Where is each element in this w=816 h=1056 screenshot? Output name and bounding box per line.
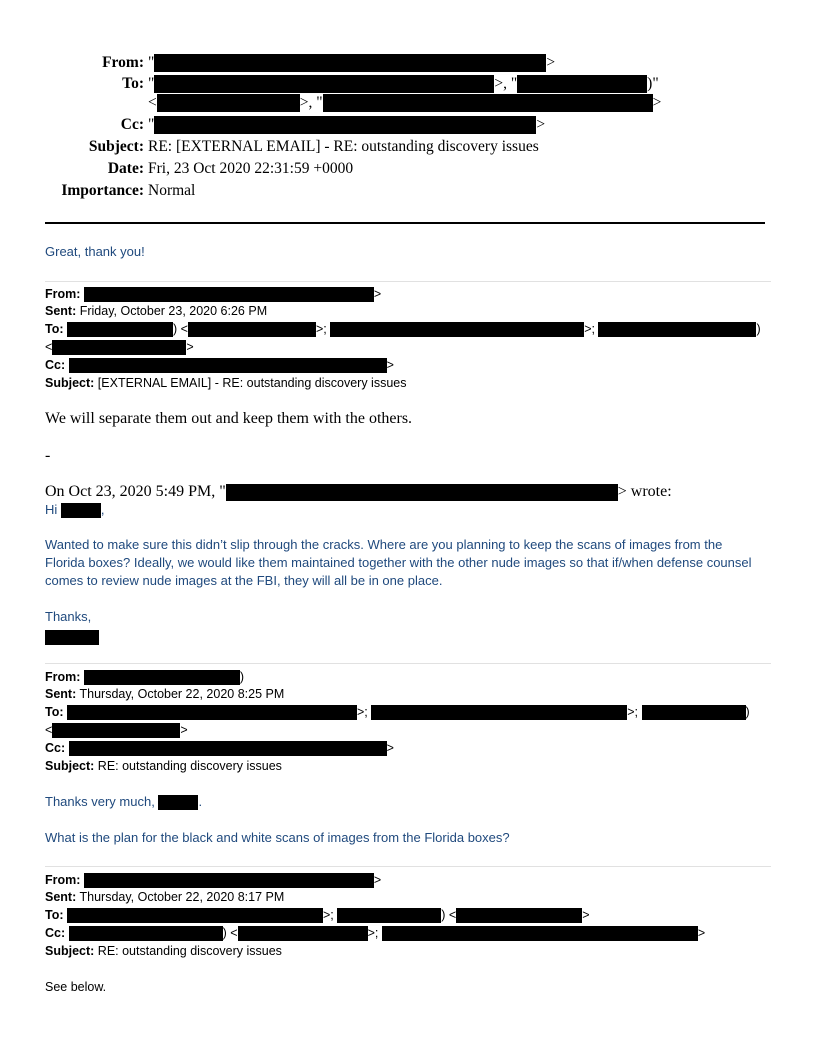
msg2-from-label: From: xyxy=(45,670,81,684)
redaction xyxy=(157,94,300,112)
redaction xyxy=(84,873,374,888)
quote-intro-row xyxy=(45,483,672,501)
msg3-sent-label: Sent: xyxy=(45,890,77,904)
msg1-to-row: To: ) < >; >; ) xyxy=(45,322,761,336)
redaction xyxy=(158,795,198,810)
msg2-subject-label: Subject: xyxy=(45,759,95,773)
redaction xyxy=(45,630,99,645)
msg2-to-row: To: >; >; ) xyxy=(45,705,750,719)
msg1-subject-row xyxy=(45,374,406,392)
message-divider xyxy=(45,866,771,867)
msg3-subject-row xyxy=(45,942,282,960)
redaction xyxy=(598,322,756,337)
header-subject: RE: [EXTERNAL EMAIL] - RE: outstanding discovery issues xyxy=(148,138,539,155)
msg3-subject: RE: outstanding discovery issues xyxy=(97,944,282,958)
msg2-body2: What is the plan for the black and white scans of images from the Florida boxes? xyxy=(45,830,510,845)
header-cc-row: Cc: " > xyxy=(0,114,816,136)
msg3-body: See below. xyxy=(45,980,107,994)
reply-body: Great, thank you! xyxy=(45,244,145,259)
header-from-label: From: xyxy=(102,54,144,71)
redaction xyxy=(238,926,368,941)
redaction xyxy=(67,322,173,337)
msg1-sent-label: Sent: xyxy=(45,304,77,318)
quoted-closing: Thanks, xyxy=(45,609,92,624)
redaction xyxy=(84,287,374,302)
msg1-from-label: From: xyxy=(45,287,81,301)
quoted-body: Wanted to make sure this didn’t slip through the cracks. Where are you planning to keep the scans of images from the Florida boxes? Ideally, we would like them maintained together with the other nude images so that if/when defense counsel comes to review nude images at the FBI, they will all be in one place. xyxy=(45,537,752,588)
msg2-from-row: From: ) xyxy=(45,670,245,684)
msg2-subject: RE: outstanding discovery issues xyxy=(97,759,282,773)
msg1-sent: Friday, October 23, 2020 6:26 PM xyxy=(79,304,268,318)
header-importance-label: Importance: xyxy=(61,182,144,199)
quoted-greeting: Hi xyxy=(45,502,58,517)
redaction xyxy=(67,908,323,923)
redaction xyxy=(154,75,494,93)
msg2-to-row-2: < > xyxy=(45,723,188,737)
redaction xyxy=(188,322,316,337)
msg1-cc-label: Cc: xyxy=(45,358,66,372)
quote-intro: On Oct 23, 2020 5:49 PM, " xyxy=(45,483,226,500)
redaction xyxy=(52,723,180,738)
msg2-subject-row xyxy=(45,757,282,775)
msg3-from-label: From: xyxy=(45,873,81,887)
header-date-label: Date: xyxy=(107,160,144,177)
redaction xyxy=(69,741,387,756)
msg1-to-label: To: xyxy=(45,322,64,336)
header-subject-row xyxy=(0,136,816,158)
header-subject-label: Subject: xyxy=(88,138,144,155)
header-date-row xyxy=(0,158,816,180)
header-cc-label: Cc: xyxy=(120,116,144,133)
msg2-sent-row xyxy=(45,685,284,703)
msg3-sent: Thursday, October 22, 2020 8:17 PM xyxy=(79,890,285,904)
redaction xyxy=(330,322,584,337)
quote-wrote: > wrote: xyxy=(617,483,672,500)
msg2-cc-row: Cc: > xyxy=(45,741,394,755)
msg1-body: We will separate them out and keep them with the others. xyxy=(45,410,413,427)
msg3-to-label: To: xyxy=(45,908,64,922)
msg3-cc-label: Cc: xyxy=(45,926,66,940)
header-to-row: To: " >, " )" xyxy=(0,73,816,95)
msg1-from-row: From: > xyxy=(45,287,382,301)
header-from-row: From: " > xyxy=(0,52,816,74)
redaction xyxy=(323,94,653,112)
redaction xyxy=(154,116,536,134)
msg2-sent-label: Sent: xyxy=(45,687,77,701)
message-divider xyxy=(45,663,771,664)
redaction xyxy=(84,670,240,685)
msg1-cc-row: Cc: > xyxy=(45,358,394,372)
redaction xyxy=(642,705,746,720)
msg1-to-row-2: < > xyxy=(45,340,194,354)
msg3-sent-row xyxy=(45,888,284,906)
header-to-label: To: xyxy=(122,75,144,92)
msg3-subject-label: Subject: xyxy=(45,944,95,958)
header-importance-row xyxy=(0,180,816,202)
msg2-body1-row: Thanks very much, . xyxy=(45,794,203,809)
redaction xyxy=(382,926,698,941)
redaction xyxy=(456,908,582,923)
msg3-to-row: To: >; ) < > xyxy=(45,908,590,922)
msg1-subject-label: Subject: xyxy=(45,376,95,390)
redaction xyxy=(69,926,223,941)
msg2-sent: Thursday, October 22, 2020 8:25 PM xyxy=(79,687,285,701)
redaction xyxy=(371,705,627,720)
redaction xyxy=(337,908,441,923)
redaction xyxy=(69,358,387,373)
redaction xyxy=(517,75,647,93)
redaction xyxy=(52,340,186,355)
msg3-cc-row: Cc: ) < >; > xyxy=(45,926,706,940)
redaction xyxy=(226,484,618,501)
header-importance: Normal xyxy=(148,182,196,199)
msg2-to-label: To: xyxy=(45,705,64,719)
quoted-greeting-row: Hi , xyxy=(45,502,105,517)
msg1-sent-row xyxy=(45,302,267,320)
redaction xyxy=(67,705,357,720)
header-to-row-2: < >, " > xyxy=(148,94,662,111)
msg1-dash: - xyxy=(45,447,51,464)
redaction xyxy=(61,503,101,518)
msg2-body1: Thanks very much, xyxy=(45,794,155,809)
message-divider xyxy=(45,281,771,282)
msg2-cc-label: Cc: xyxy=(45,741,66,755)
redaction xyxy=(154,54,546,72)
header-date: Fri, 23 Oct 2020 22:31:59 +0000 xyxy=(148,160,354,177)
msg1-subject: [EXTERNAL EMAIL] - RE: outstanding discovery issues xyxy=(97,376,407,390)
msg3-from-row: From: > xyxy=(45,873,382,887)
header-divider xyxy=(45,222,765,224)
